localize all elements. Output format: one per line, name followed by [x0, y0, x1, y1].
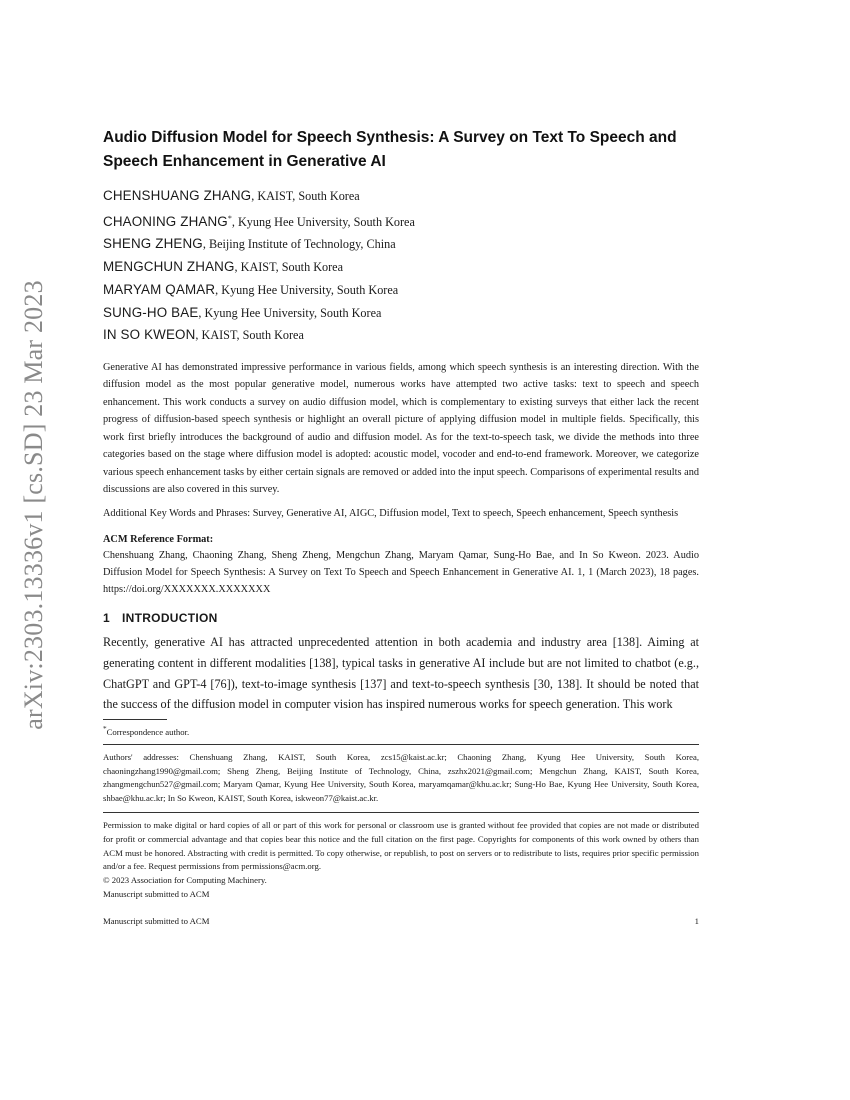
manuscript-note: Manuscript submitted to ACM — [103, 888, 210, 899]
footnote-text: Correspondence author. — [106, 726, 190, 737]
author-name: SUNG-HO BAE — [103, 304, 199, 320]
author-line — [103, 208, 699, 234]
author-line — [103, 324, 699, 347]
author-list — [103, 185, 699, 347]
author-name: SHENG ZHENG — [103, 236, 203, 252]
author-line — [103, 233, 699, 256]
footnote-marker: * — [103, 724, 107, 733]
introduction-paragraph: Recently, generative AI has attracted unprecedented attention in both academia and industry area [138]. Aiming at generating content in different modalities [138], typical tasks in generative AI include but are not limited to chatbot (e.g., ChatGPT and GPT-4 [76]), text-to-image synthesis [137] and text-to-speech synthesis [30, 138]. It should be noted that the success of the diffusion model in computer vision has inspired numerous works for speech generation. This work — [103, 635, 699, 712]
author-affiliation: , Beijing Institute of Technology, China — [202, 237, 396, 252]
permission-divider — [103, 812, 699, 813]
section-title: INTRODUCTION — [121, 611, 218, 626]
acm-reference-heading: ACM Reference Format: — [103, 534, 214, 546]
section-heading — [103, 610, 699, 626]
author-name: IN SO KWEON — [103, 327, 196, 343]
author-name: MENGCHUN ZHANG — [103, 259, 235, 275]
author-name: CHENSHUANG ZHANG — [103, 188, 252, 203]
paper-title: Audio Diffusion Model for Speech Synthesis: A Survey on Text To Speech and Speech Enhancement in Generative AI — [103, 129, 677, 170]
author-affiliation: , KAIST, South Korea — [234, 260, 343, 275]
keywords: Additional Key Words and Phrases: Survey, Generative AI, AIGC, Diffusion model, Text to speech, Speech enhancement, Speech synthesis — [103, 507, 679, 519]
author-affiliation: , KAIST, South Korea — [251, 189, 360, 203]
page-footer — [103, 915, 699, 927]
footer-left: Manuscript submitted to ACM — [103, 916, 210, 926]
arxiv-identifier: arXiv:2303.13336v1 [cs.SD] 23 Mar 2023 — [19, 280, 48, 730]
abstract: Generative AI has demonstrated impressive performance in various fields, among which speech synthesis is an interesting direction. With the diffusion model as the most popular generative model, numerous works have attempted two active tasks: text to speech and speech enhancement. This work conducts a survey on audio diffusion model, which is complementary to existing surveys that either lack the recent progress of diffusion-based speech synthesis or highlight an overall picture of applying diffusion model in multiple fields. Specifically, this work first briefly introduces the background of audio and diffusion model. As for the text-to-speech task, we divide the methods into three categories based on the stage where diffusion model is adopted: acoustic model, vocoder and end-to-end framework. Moreover, we categorize various speech enhancement tasks by either certain signals are removed or added into the input speech. Comparisons of experimental results and discussions are also covered in this survey. — [103, 361, 699, 496]
author-line — [103, 279, 699, 302]
author-affiliation: , KAIST, South Korea — [195, 328, 304, 343]
footnote-divider — [103, 719, 167, 720]
copyright-notice: © 2023 Association for Computing Machinery. — [103, 875, 267, 886]
arxiv-sidebar-stamp — [6, 280, 62, 730]
addresses-divider — [103, 744, 699, 745]
main-column — [103, 126, 699, 902]
author-addresses: Authors' addresses: Chenshuang Zhang, KAIST, South Korea, zcs15@kaist.ac.kr; Chaoning Zhang, Kyung Hee University, South Korea, chaoningzhang1990@gmail.com; Sheng Zheng, Beijing Institute of Technology, China, zszhx2021@gmail.com; Mengchun Zhang, KAIST, South Korea, zhangmengchun527@gmail.com; Maryam Qamar, Kyung Hee University, South Korea, maryamqamar@khu.ac.kr; Sung-Ho Bae, Kyung Hee University, South Korea, shbae@khu.ac.kr; In So Kweon, KAIST, South Korea, iskweon77@kaist.ac.kr. — [103, 751, 699, 804]
author-affiliation: , Kyung Hee University, South Korea — [198, 305, 382, 320]
acm-reference-text: Chenshuang Zhang, Chaoning Zhang, Sheng Zheng, Mengchun Zhang, Maryam Qamar, Sung-Ho Bae, and In So Kweon. 2023. Audio Diffusion Model for Speech Synthesis: A Survey on Text To Speech and Speech Enhancement in Generative AI. 1, 1 (March 2023), 18 pages. https://doi.org/XXXXXXX.XXXXXXX — [103, 550, 699, 596]
author-name: MARYAM QAMAR — [103, 281, 216, 297]
author-line — [103, 302, 699, 325]
permission-notice: Permission to make digital or hard copies of all or part of this work for personal or classroom use is granted without fee provided that copies are not made or distributed for profit or commercial advantage and that copies bear this notice and the full citation on the first page. Copyrights for components of this work owned by others than ACM must be honored. Abstracting with credit is permitted. To copy otherwise, or republish, to post on servers or to redistribute to lists, requires prior specific permission and/or a fee. Request permissions from permissions@acm.org. — [103, 819, 699, 872]
author-affiliation: , Kyung Hee University, South Korea — [231, 214, 415, 229]
author-name: CHAONING ZHANG — [103, 213, 228, 229]
footnote — [103, 723, 699, 738]
section-number: 1 — [103, 611, 110, 626]
author-affiliation: , Kyung Hee University, South Korea — [215, 282, 399, 297]
page-number: 1 — [694, 916, 699, 926]
corresponding-marker: * — [227, 213, 232, 223]
author-line — [103, 185, 699, 208]
author-line — [103, 256, 699, 279]
